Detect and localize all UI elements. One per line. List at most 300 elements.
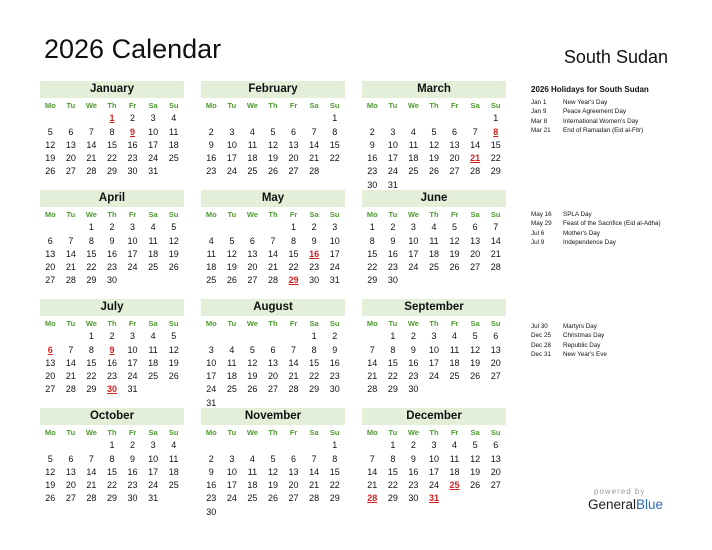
weekday-header: Th [268,210,278,219]
holiday-group-1 [531,85,701,135]
day-cell: 3 [332,222,338,233]
day-cell: 23 [206,493,217,504]
day-cell: 16 [106,248,117,259]
weekday-header: Fr [289,428,298,437]
day-cell: 31 [387,179,398,190]
day-cell: 1 [493,113,499,124]
month-grid [40,426,184,506]
holiday-row [531,331,701,340]
day-cell: 17 [148,466,159,477]
empty-cell [263,330,284,343]
month-grid [362,208,506,288]
day-cell: 21 [309,480,320,491]
day-cell: 16 [408,466,419,477]
day-cell: 26 [168,371,179,382]
day-cell: 16 [387,248,398,259]
day-cell: 28 [490,262,501,273]
weekday-header: Mo [366,210,378,219]
weekday-header: Sa [148,210,158,219]
weekday-header: Fr [450,210,459,219]
weekday-header: Th [268,319,278,328]
day-cell: 21 [288,371,299,382]
day-cell: 23 [408,371,419,382]
month-october [40,408,184,506]
empty-cell [61,221,82,234]
day-cell: 27 [247,275,258,286]
day-cell: 7 [68,235,74,246]
weekday-header: Su [329,428,340,437]
day-cell: 13 [449,139,460,150]
holiday-row [531,322,701,331]
weekday-header: We [85,319,97,328]
day-cell: 7 [88,453,94,464]
day-cell: 19 [449,248,460,259]
day-cell: 9 [410,453,416,464]
empty-cell [81,112,102,125]
day-cell: 2 [208,453,214,464]
month-june [362,190,506,288]
holiday-name: Republic Day [563,341,601,349]
day-cell: 5 [47,453,53,464]
weekday-header: Fr [450,101,459,110]
month-title: December [362,408,506,425]
day-cell: 22 [367,262,378,273]
day-cell: 21 [267,262,278,273]
day-cell: 22 [329,153,340,164]
day-cell: 5 [249,344,255,355]
day-cell: 26 [428,166,439,177]
day-cell: 24 [148,153,159,164]
day-cell: 5 [452,222,458,233]
day-cell: 15 [309,357,320,368]
day-cell: 13 [65,139,76,150]
weekday-header: Sa [470,319,480,328]
month-november [201,408,345,519]
day-cell: 5 [229,235,235,246]
day-cell: 27 [45,275,56,286]
day-cell: 17 [387,153,398,164]
day-cell: 28 [86,166,97,177]
day-cell: 2 [410,331,416,342]
weekday-header: Th [429,428,439,437]
day-cell: 22 [387,480,398,491]
day-cell: 10 [226,466,237,477]
day-cell: 3 [410,222,416,233]
day-cell: 1 [390,440,396,451]
weekday-header: Tu [388,319,398,328]
empty-cell [304,439,325,452]
day-cell: 25 [449,371,460,382]
month-title: July [40,299,184,316]
day-cell: 11 [206,248,216,259]
holiday-group-3 [531,322,701,359]
day-cell: 18 [206,262,217,273]
day-cell: 17 [127,357,138,368]
day-cell: 14 [470,139,481,150]
month-grid [40,99,184,179]
month-title: September [362,299,506,316]
day-cell: 9 [390,235,396,246]
weekday-header: Mo [366,101,378,110]
day-cell: 11 [148,344,158,355]
day-cell: 8 [332,453,338,464]
day-cell: 7 [270,235,276,246]
weekday-header: Tu [227,210,237,219]
day-cell: 28 [86,493,97,504]
empty-cell [61,439,82,452]
holiday-name: SPLA Day [563,211,592,218]
day-cell: 31 [329,275,340,286]
month-title: August [201,299,345,316]
empty-cell [362,330,383,343]
day-cell: 22 [86,371,97,382]
day-cell: 28 [309,166,320,177]
day-cell: 21 [367,480,378,491]
day-cell: 8 [88,235,94,246]
day-cell: 6 [270,344,276,355]
day-cell: 12 [267,139,278,150]
month-title: March [362,81,506,98]
day-cell: 28 [470,166,481,177]
day-cell: 16 [206,480,217,491]
day-cell: 18 [408,153,419,164]
day-cell: 15 [367,248,378,259]
day-cell: 3 [208,344,214,355]
holiday-date: Jul 9 [531,238,545,246]
weekday-header: Sa [470,428,480,437]
day-cell: 1 [88,331,94,342]
month-july [40,299,184,397]
day-cell: 18 [226,371,237,382]
day-cell: 1 [332,440,338,451]
day-cell: 2 [130,440,136,451]
day-cell: 16 [329,357,340,368]
day-cell: 22 [288,262,299,273]
empty-cell [201,330,222,343]
weekday-header: We [246,319,258,328]
weekday-header: We [85,428,97,437]
day-cell: 19 [267,153,278,164]
day-cell: 9 [332,344,338,355]
country-name: South Sudan [563,47,668,67]
month-grid [362,426,506,506]
day-cell: 4 [171,113,177,124]
day-cell: 9 [208,466,214,477]
day-cell: 30 [329,384,340,395]
day-cell: 22 [387,371,398,382]
day-cell: 30 [387,275,398,286]
day-cell: 21 [490,248,501,259]
weekday-header: We [85,210,97,219]
weekday-header: Sa [470,101,480,110]
empty-cell [383,112,404,125]
day-cell: 19 [168,248,179,259]
day-cell: 17 [226,480,237,491]
day-cell: 16 [408,357,419,368]
weekday-header: Mo [366,319,378,328]
day-cell: 20 [267,371,278,382]
holiday-date: Jan 9 [531,108,547,116]
day-cell: 12 [226,248,237,259]
holiday-row [531,210,701,219]
day-cell: 7 [68,344,74,355]
day-cell: 26 [247,384,258,395]
empty-cell [201,112,222,125]
day-cell: 22 [106,153,117,164]
day-cell: 1 [109,440,115,451]
weekday-header: Fr [128,210,137,219]
empty-cell [263,439,284,452]
empty-cell [283,112,304,125]
day-cell: 5 [472,331,478,342]
day-cell: 15 [86,357,97,368]
day-cell: 19 [45,153,56,164]
day-cell: 10 [127,344,138,355]
weekday-header: We [246,210,258,219]
day-cell: 18 [449,466,460,477]
day-cell: 23 [408,480,419,491]
empty-cell [242,112,263,125]
month-title: January [40,81,184,98]
day-cell: 2 [109,331,115,342]
day-cell: 1 [88,222,94,233]
day-cell: 25 [247,493,258,504]
day-cell: 27 [449,166,460,177]
day-cell: 6 [291,126,297,137]
weekday-header: Su [329,210,340,219]
day-cell: 21 [309,153,320,164]
day-cell: 7 [88,126,94,137]
day-cell: 19 [45,480,56,491]
empty-cell [40,439,61,452]
weekday-header: We [407,319,419,328]
weekday-header: Tu [227,319,237,328]
day-cell: 17 [408,248,419,259]
weekday-header: We [407,210,419,219]
day-cell: 27 [288,493,299,504]
day-cell: 17 [428,466,439,477]
day-cell: 3 [431,440,437,451]
weekday-header: Su [168,428,179,437]
month-title: June [362,190,506,207]
day-cell: 8 [88,344,94,355]
day-cell: 3 [431,331,437,342]
day-cell: 27 [65,493,76,504]
day-cell: 23 [106,262,117,273]
empty-cell [61,112,82,125]
weekday-header: Sa [309,428,319,437]
day-cell: 27 [470,262,481,273]
day-cell: 1 [291,222,297,233]
day-cell: 20 [45,262,56,273]
holiday-day-cell: 25 [449,480,460,491]
day-cell: 26 [45,493,56,504]
day-cell: 29 [367,275,378,286]
brand-general: General [588,497,637,512]
holiday-row [531,107,701,116]
powered-by-label: powered by [594,487,646,496]
day-cell: 10 [329,235,340,246]
day-cell: 11 [169,453,179,464]
day-cell: 13 [65,466,76,477]
weekday-header: Mo [44,101,56,110]
day-cell: 10 [408,235,419,246]
day-cell: 9 [208,139,214,150]
holiday-name: Martyrs Day [563,323,597,330]
month-august [201,299,345,410]
day-cell: 30 [309,275,320,286]
day-cell: 17 [148,139,159,150]
weekday-header: Su [490,101,501,110]
day-cell: 8 [109,126,115,137]
day-cell: 18 [247,480,258,491]
day-cell: 17 [206,371,217,382]
day-cell: 23 [367,166,378,177]
holiday-day-cell: 9 [109,344,115,355]
day-cell: 19 [470,466,481,477]
weekday-header: Tu [388,210,398,219]
day-cell: 18 [148,248,159,259]
day-cell: 18 [168,466,179,477]
day-cell: 22 [329,480,340,491]
day-cell: 19 [247,371,258,382]
day-cell: 30 [408,384,419,395]
weekday-header: We [407,428,419,437]
day-cell: 20 [470,248,481,259]
day-cell: 27 [267,384,278,395]
weekday-header: Tu [388,101,398,110]
day-cell: 13 [470,235,481,246]
day-cell: 16 [127,139,138,150]
day-cell: 12 [428,139,439,150]
month-grid [40,208,184,288]
weekday-header: Fr [128,428,137,437]
weekday-header: Su [329,319,340,328]
day-cell: 16 [106,357,117,368]
weekday-header: Th [429,210,439,219]
day-cell: 29 [490,166,501,177]
day-cell: 18 [168,139,179,150]
day-cell: 2 [410,440,416,451]
weekday-header: Mo [205,101,217,110]
day-cell: 29 [387,493,398,504]
day-cell: 3 [150,113,156,124]
day-cell: 24 [226,493,237,504]
day-cell: 23 [106,371,117,382]
day-cell: 7 [291,344,297,355]
day-cell: 10 [148,453,159,464]
day-cell: 30 [408,493,419,504]
day-cell: 25 [408,166,419,177]
month-title: October [40,408,184,425]
day-cell: 6 [493,440,499,451]
holiday-day-cell: 28 [367,493,378,504]
holiday-day-cell: 31 [428,493,439,504]
day-cell: 17 [428,357,439,368]
day-cell: 4 [431,222,437,233]
day-cell: 4 [452,440,458,451]
day-cell: 24 [127,262,138,273]
holiday-name: Mother's Day [563,229,600,237]
day-cell: 7 [311,126,317,137]
day-cell: 14 [367,466,378,477]
empty-cell [242,221,263,234]
day-cell: 11 [247,466,258,477]
holiday-row [531,219,701,228]
weekday-header: Su [168,210,179,219]
day-cell: 6 [472,222,478,233]
day-cell: 14 [86,466,97,477]
day-cell: 24 [387,166,398,177]
day-cell: 17 [226,153,237,164]
day-cell: 14 [65,357,76,368]
day-cell: 19 [226,262,237,273]
day-cell: 16 [206,153,217,164]
day-cell: 21 [367,371,378,382]
brand-blue: Blue [636,497,664,512]
weekday-header: Th [429,319,439,328]
day-cell: 4 [410,126,416,137]
day-cell: 13 [45,357,56,368]
day-cell: 17 [127,248,138,259]
empty-cell [283,330,304,343]
empty-cell [444,112,465,125]
day-cell: 11 [227,357,237,368]
day-cell: 26 [267,493,278,504]
day-cell: 13 [45,248,56,259]
weekday-header: Su [168,101,179,110]
weekday-header: Mo [44,319,56,328]
weekday-header: Sa [470,210,480,219]
day-cell: 26 [267,166,278,177]
day-cell: 4 [171,440,177,451]
holiday-day-cell: 29 [288,275,299,286]
empty-cell [263,221,284,234]
empty-cell [40,330,61,343]
day-cell: 15 [329,466,340,477]
day-cell: 21 [65,262,76,273]
empty-cell [201,221,222,234]
weekday-header: Tu [66,210,76,219]
empty-cell [222,330,243,343]
weekday-header: Fr [289,319,298,328]
weekday-header: Su [168,319,179,328]
day-cell: 15 [329,139,340,150]
month-grid [362,317,506,397]
weekday-header: Fr [128,101,137,110]
day-cell: 22 [106,480,117,491]
day-cell: 6 [452,126,458,137]
day-cell: 2 [109,222,115,233]
day-cell: 15 [86,248,97,259]
day-cell: 26 [449,262,460,273]
holiday-name: New Year's Day [563,99,608,106]
day-cell: 1 [311,331,317,342]
month-grid [201,426,345,519]
day-cell: 11 [247,139,258,150]
day-cell: 8 [390,344,396,355]
month-title: April [40,190,184,207]
day-cell: 22 [490,153,501,164]
day-cell: 14 [309,466,320,477]
day-cell: 18 [449,357,460,368]
day-cell: 20 [45,371,56,382]
holiday-name: International Women's Day [563,117,639,125]
day-cell: 15 [490,139,501,150]
month-grid [362,99,506,192]
weekday-header: Mo [44,210,56,219]
day-cell: 11 [449,344,460,355]
